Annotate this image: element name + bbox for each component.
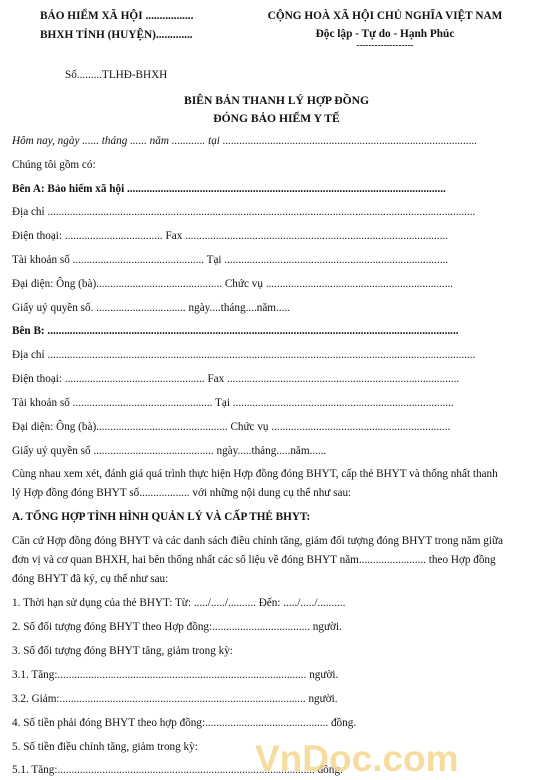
party-b-heading: Bên B: ................................................................................................................................................... <box>12 325 459 337</box>
party-a-representative: Đại diện: Ông (bà)............................................. Chức vụ ................................................................... <box>12 278 454 290</box>
watermark-brand: VnDoc <box>255 738 373 779</box>
nation-rule: ------------------- <box>356 40 414 50</box>
party-a-heading: Bên A: Bảo hiểm xã hội .................................................................................................................. <box>12 183 446 195</box>
item-2: 2. Số đối tượng đóng BHYT theo Hợp đồng:................................... người. <box>12 621 342 633</box>
section-a-para-1: Căn cứ Hợp đồng đóng BHYT và các danh sách điều chỉnh tăng, giảm đối tượng đóng BHYT trong năm giữa <box>12 535 504 547</box>
party-b-account: Tài khoản số .................................................. Tại ............................................................................... <box>12 397 454 409</box>
party-b-authorization: Giấy uỷ quyền số ........................................... ngày.....tháng.....năm...... <box>12 445 327 457</box>
watermark-suffix: .com <box>372 738 459 779</box>
item-3-2: 3.2. Giảm:........................................................................................ người. <box>12 693 338 705</box>
date-line: Hôm nay, ngày ...... tháng ...... năm ............ tại ........................................................................................... <box>12 135 478 147</box>
party-b-address: Địa chỉ ......................................................................................................................................................... <box>12 349 476 361</box>
org-branch: BHXH TỈNH (HUYỆN)............. <box>40 29 193 41</box>
section-a-para-2: đơn vị và cơ quan BHXH, hai bên thống nhất các số liệu về đóng BHYT năm........................ theo Hợp đồng <box>12 554 496 566</box>
party-a-account: Tài khoản số ............................................... Tại ................................................................................ <box>12 254 449 266</box>
party-a-authorization: Giấy uỷ quyền số. ................................ ngày....tháng....năm..... <box>12 302 290 314</box>
item-5-1: 5.1. Tăng:............................................................................................ đồng. <box>12 764 343 776</box>
nation-motto: Độc lập - Tự do - Hạnh Phúc <box>315 28 455 40</box>
item-3-1: 3.1. Tăng:......................................................................................... người. <box>12 669 339 681</box>
party-a-address: Địa chỉ ......................................................................................................................................................... <box>12 206 476 218</box>
item-5: 5. Số tiền điều chỉnh tăng, giảm trong kỳ: <box>12 741 198 753</box>
item-3: 3. Số đối tượng đóng BHYT tăng, giảm trong kỳ: <box>12 645 233 657</box>
document-title: BIÊN BẢN THANH LÝ HỢP ĐỒNG <box>184 94 369 107</box>
party-b-representative: Đại diện: Ông (bà)............................................... Chức vụ ................................................................ <box>12 421 451 433</box>
section-a-heading: A. TỔNG HỢP TÌNH HÌNH QUẢN LÝ VÀ CẤP THẺ BHYT: <box>12 511 311 523</box>
members-line: Chúng tôi gồm có: <box>12 159 96 171</box>
party-b-phone: Điện thoại: .................................................. Fax ................................................................................... <box>12 373 460 385</box>
party-a-phone: Điện thoại: ................................... Fax .............................................................................................. <box>12 230 448 242</box>
nation-name: CỘNG HOÀ XÃ HỘI CHỦ NGHĨA VIỆT NAM <box>267 10 503 22</box>
org-name: BẢO HIỂM XÃ HỘI ................. <box>40 10 194 22</box>
vndoc-watermark <box>255 738 553 780</box>
document-number: Số.........TLHĐ-BHXH <box>65 69 168 81</box>
item-4: 4. Số tiền phải đóng BHYT theo hợp đồng:............................................ đồng. <box>12 717 357 729</box>
item-1: 1. Thời hạn sử dụng của thẻ BHYT: Từ: ...../...../.......... Đến: ...../...../.......... <box>12 597 346 609</box>
agreement-line-2: lý Hợp đồng đóng BHYT số.................. với những nội dung cụ thể như sau: <box>12 487 352 499</box>
agreement-line-1: Cùng nhau xem xét, đánh giá quá trình thực hiện Hợp đồng đóng BHYT, cấp thẻ BHYT và thống nhất thanh <box>12 468 498 480</box>
section-a-para-3: đóng BHYT đã ký, cụ thể như sau: <box>12 573 169 585</box>
document-subtitle: ĐÓNG BẢO HIỂM Y TẾ <box>213 112 340 125</box>
